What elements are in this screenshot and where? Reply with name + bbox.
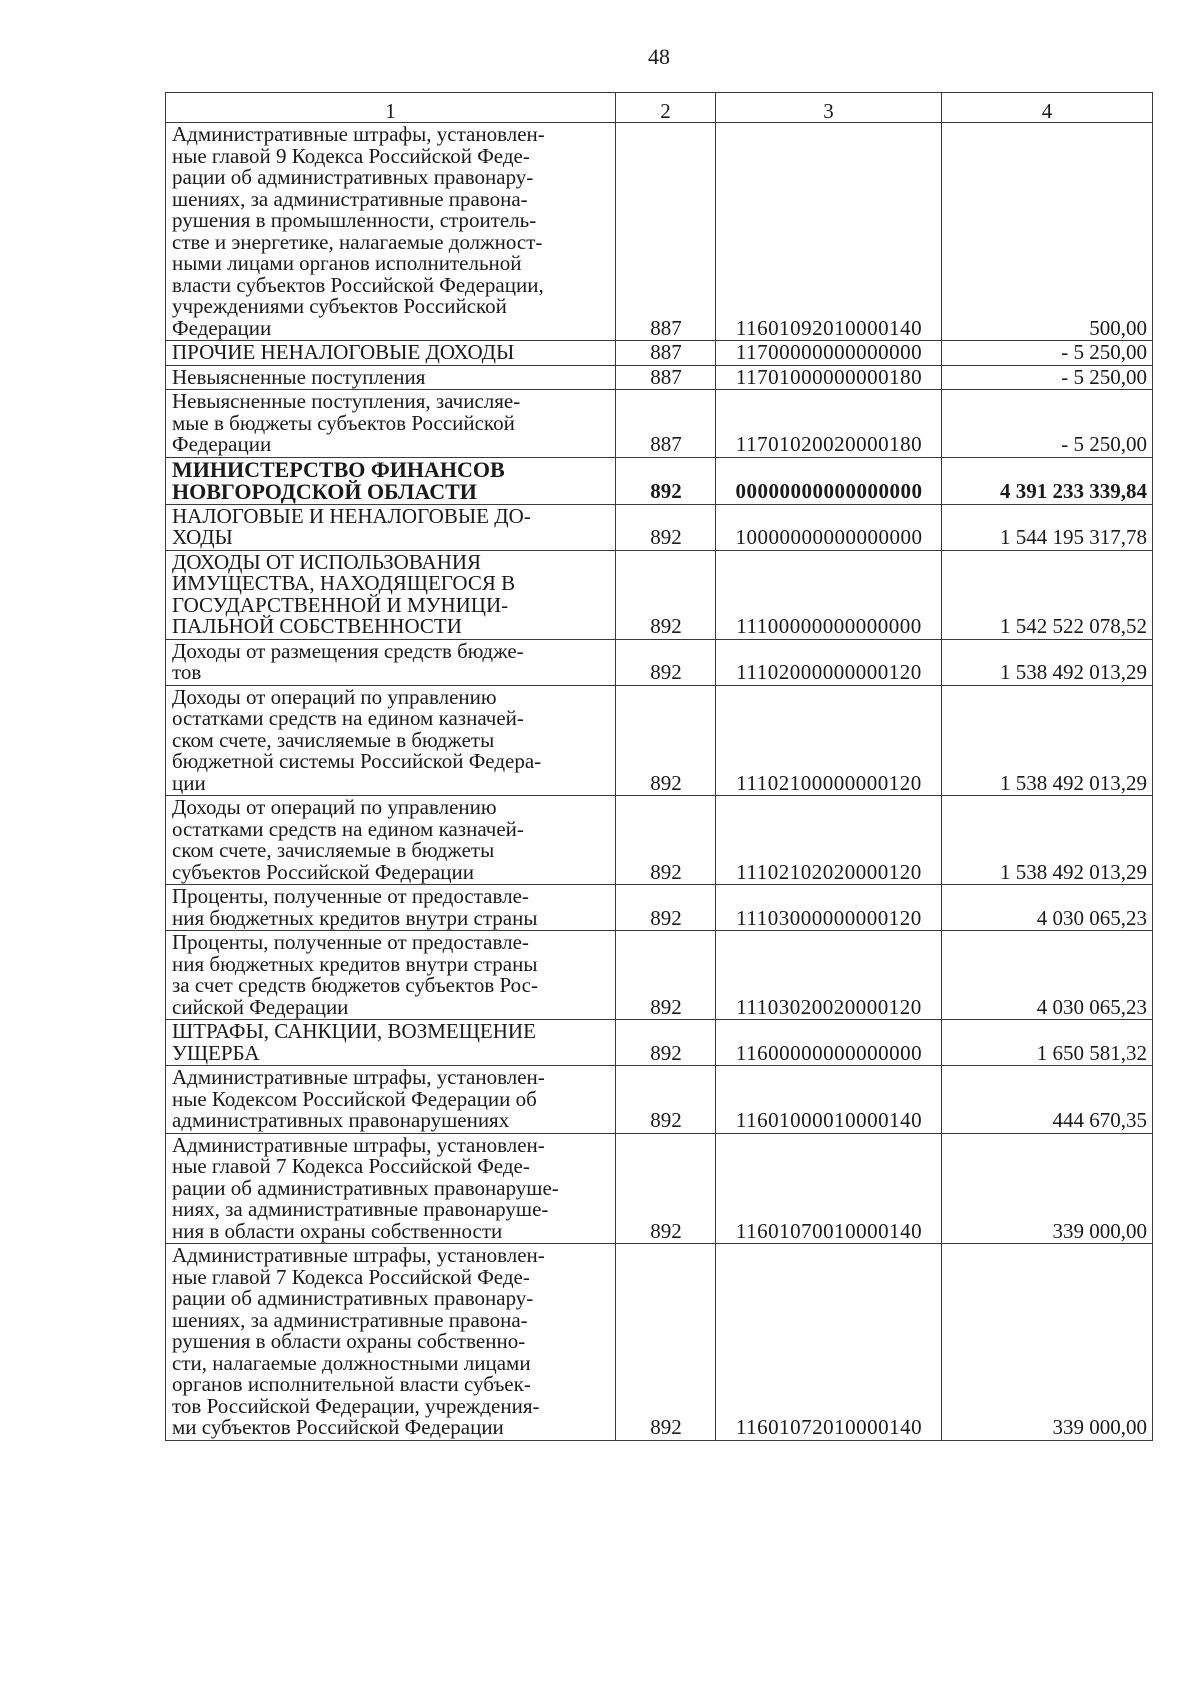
- table-row: [166, 685, 1153, 796]
- table-row: [166, 365, 1153, 390]
- table-row: [166, 931, 1153, 1020]
- budget-classification-code: 11601000010000140: [716, 1066, 942, 1134]
- budget-classification-code: 11100000000000000: [716, 550, 942, 639]
- amount: 1 538 492 013,29: [942, 639, 1153, 685]
- table-row: [166, 639, 1153, 685]
- amount: 4 030 065,23: [942, 885, 1153, 931]
- administrator-code: 892: [616, 504, 716, 550]
- administrator-code: 892: [616, 1066, 716, 1134]
- table-row: [166, 885, 1153, 931]
- column-header: 3: [716, 93, 942, 123]
- amount: 1 538 492 013,29: [942, 685, 1153, 796]
- income-name: Доходы от операций по управлению остатками средств на едином казначей- ском счете, зачисляемые в бюджеты субъектов Российской Федерации: [166, 796, 616, 885]
- table-row: [166, 341, 1153, 366]
- administrator-code: 892: [616, 1133, 716, 1244]
- administrator-code: 892: [616, 550, 716, 639]
- column-header: 2: [616, 93, 716, 123]
- administrator-code: 892: [616, 1020, 716, 1066]
- income-name: Административные штрафы, установлен- ные главой 7 Кодекса Российской Феде- рации об административных правонаруше- ниях, за административные правонаруше- ния в области охраны собственности: [166, 1133, 616, 1244]
- income-name: МИНИСТЕРСТВО ФИНАНСОВ НОВГОРОДСКОЙ ОБЛАСТИ: [166, 457, 616, 504]
- budget-classification-code: 11601070010000140: [716, 1133, 942, 1244]
- budget-classification-code: 11701020020000180: [716, 390, 942, 458]
- amount: 339 000,00: [942, 1244, 1153, 1441]
- amount: 339 000,00: [942, 1133, 1153, 1244]
- budget-classification-code: 11102000000000120: [716, 639, 942, 685]
- table-row: [166, 123, 1153, 341]
- amount: 1 544 195 317,78: [942, 504, 1153, 550]
- amount: 500,00: [942, 123, 1153, 341]
- administrator-code: 892: [616, 931, 716, 1020]
- income-name: Административные штрафы, установлен- ные Кодексом Российской Федерации об административных правонарушениях: [166, 1066, 616, 1134]
- amount: - 5 250,00: [942, 390, 1153, 458]
- table-row: [166, 504, 1153, 550]
- income-name: НАЛОГОВЫЕ И НЕНАЛОГОВЫЕ ДО- ХОДЫ: [166, 504, 616, 550]
- budget-classification-code: 11701000000000180: [716, 365, 942, 390]
- administrator-code: 887: [616, 123, 716, 341]
- amount: 4 030 065,23: [942, 931, 1153, 1020]
- table-row: [166, 1244, 1153, 1441]
- income-name: ДОХОДЫ ОТ ИСПОЛЬЗОВАНИЯ ИМУЩЕСТВА, НАХОДЯЩЕГОСЯ В ГОСУДАРСТВЕННОЙ И МУНИЦИ- ПАЛЬНОЙ СОБСТВЕННОСТИ: [166, 550, 616, 639]
- administrator-code: 887: [616, 390, 716, 458]
- amount: 1 542 522 078,52: [942, 550, 1153, 639]
- income-name: Невыясненные поступления, зачисляе- мые в бюджеты субъектов Российской Федерации: [166, 390, 616, 458]
- column-number-row: [166, 93, 1153, 123]
- administrator-code: 892: [616, 639, 716, 685]
- administrator-code: 892: [616, 796, 716, 885]
- administrator-code: 892: [616, 685, 716, 796]
- amount: 444 670,35: [942, 1066, 1153, 1134]
- income-name: Доходы от размещения средств бюдже- тов: [166, 639, 616, 685]
- budget-classification-code: 11103000000000120: [716, 885, 942, 931]
- budget-classification-code: 10000000000000000: [716, 504, 942, 550]
- budget-classification-code: 11102102020000120: [716, 796, 942, 885]
- administrator-code: 892: [616, 1244, 716, 1441]
- budget-classification-code: 11600000000000000: [716, 1020, 942, 1066]
- table-row: [166, 1020, 1153, 1066]
- income-name: ПРОЧИЕ НЕНАЛОГОВЫЕ ДОХОДЫ: [166, 341, 616, 366]
- budget-classification-code: 11601072010000140: [716, 1244, 942, 1441]
- budget-classification-code: 11601092010000140: [716, 123, 942, 341]
- income-name: ШТРАФЫ, САНКЦИИ, ВОЗМЕЩЕНИЕ УЩЕРБА: [166, 1020, 616, 1066]
- table-row: [166, 1066, 1153, 1134]
- income-name: Административные штрафы, установлен- ные главой 7 Кодекса Российской Феде- рации об административных правонару- шениях, за административные правона- рушения в области охраны собственно- сти, налагаемые должностными лицами органов исполнительной власти субъек- тов Российской Федерации, учреждения- ми субъектов Российской Федерации: [166, 1244, 616, 1441]
- income-name: Невыясненные поступления: [166, 365, 616, 390]
- page-number: 48: [648, 44, 670, 69]
- budget-classification-code: 11102100000000120: [716, 685, 942, 796]
- amount: 1 538 492 013,29: [942, 796, 1153, 885]
- amount: - 5 250,00: [942, 341, 1153, 366]
- table-row: [166, 550, 1153, 639]
- budget-revenue-table: [165, 92, 1153, 1441]
- table-row: [166, 796, 1153, 885]
- table-row: [166, 1133, 1153, 1244]
- income-name: Административные штрафы, установлен- ные главой 9 Кодекса Российской Феде- рации об административных правонару- шениях, за административные правона- рушения в промышленности, строитель- стве и энергетике, налагаемые должност- ными лицами органов исполнительной власти субъектов Российской Федерации, учреждениями субъектов Российской Федерации: [166, 123, 616, 341]
- income-name: Проценты, полученные от предоставле- ния бюджетных кредитов внутри страны за счет средств бюджетов субъектов Рос- сийской Федерации: [166, 931, 616, 1020]
- amount: - 5 250,00: [942, 365, 1153, 390]
- administrator-code: 892: [616, 457, 716, 504]
- column-header: 4: [942, 93, 1153, 123]
- column-header: 1: [166, 93, 616, 123]
- budget-classification-code: 11700000000000000: [716, 341, 942, 366]
- budget-classification-code: 11103020020000120: [716, 931, 942, 1020]
- amount: 4 391 233 339,84: [942, 457, 1153, 504]
- budget-classification-code: 00000000000000000: [716, 457, 942, 504]
- income-name: Доходы от операций по управлению остатками средств на едином казначей- ском счете, зачисляемые в бюджеты бюджетной системы Российской Федера- ции: [166, 685, 616, 796]
- administrator-code: 887: [616, 365, 716, 390]
- income-name: Проценты, полученные от предоставле- ния бюджетных кредитов внутри страны: [166, 885, 616, 931]
- table-row: [166, 457, 1153, 504]
- table-row: [166, 390, 1153, 458]
- administrator-code: 892: [616, 885, 716, 931]
- administrator-code: 887: [616, 341, 716, 366]
- amount: 1 650 581,32: [942, 1020, 1153, 1066]
